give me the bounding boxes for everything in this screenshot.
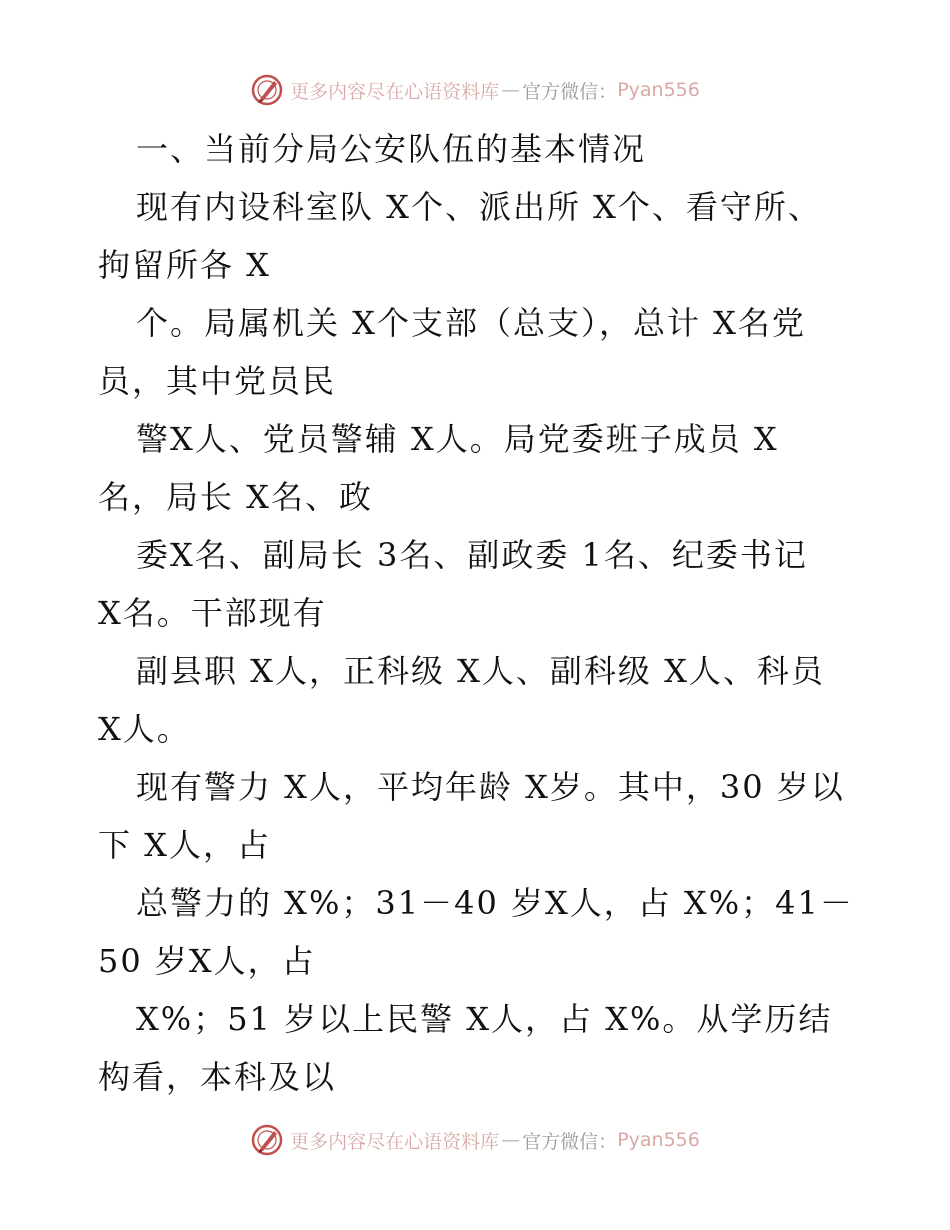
paragraph-line: 下 X人，占 (98, 826, 271, 864)
paragraph-line: 现有内设科室队 X个、派出所 X个、看守所、 (136, 188, 822, 226)
paragraph-line: X人。 (98, 710, 191, 748)
paragraph-line: 名，局长 X名、政 (98, 478, 373, 516)
document-body (98, 120, 898, 1106)
watermark-wechat-id: Pyan556 (617, 1129, 700, 1151)
watermark-official-label: 官方微信： (522, 1130, 618, 1153)
paragraph-line: X%；51 岁以上民警 X人，占 X%。从学历结 (136, 1000, 833, 1038)
watermark-official-label: 官方微信： (522, 80, 618, 103)
paragraph-line: 50 岁X人，占 (98, 942, 316, 980)
watermark-text: 更多内容尽在心语资料库 (290, 1130, 500, 1153)
watermark-text: 更多内容尽在心语资料库 (290, 80, 500, 103)
watermark-separator: — (501, 1129, 521, 1151)
paragraph-line: 拘留所各 X (98, 246, 271, 284)
section-heading: 一、当前分局公安队伍的基本情况 (136, 130, 647, 168)
paragraph-line: X名。干部现有 (98, 594, 327, 632)
paragraph-line: 个。局属机关 X个支部（总支），总计 X名党 (136, 304, 806, 342)
watermark-wechat-id: Pyan556 (617, 79, 700, 101)
paragraph-line: 现有警力 X人，平均年龄 X岁。其中，30 岁以 (136, 768, 845, 806)
footer-watermark (0, 1120, 950, 1160)
paragraph-line: 委X名、副局长 3名、副政委 1名、纪委书记 (136, 536, 808, 574)
paragraph-line: 员，其中党员民 (98, 362, 337, 400)
pen-circle-logo-icon (250, 1123, 284, 1157)
header-watermark (0, 70, 950, 110)
watermark-separator: — (501, 79, 521, 101)
paragraph-line: 总警力的 X%；31－40 岁X人，占 X%；41－ (136, 884, 854, 922)
paragraph-line: 警X人、党员警辅 X人。局党委班子成员 X (136, 420, 779, 458)
paragraph-line: 构看，本科及以 (98, 1058, 337, 1096)
paragraph-line: 副县职 X人，正科级 X人、副科级 X人、科员 (136, 652, 825, 690)
pen-circle-logo-icon (250, 73, 284, 107)
